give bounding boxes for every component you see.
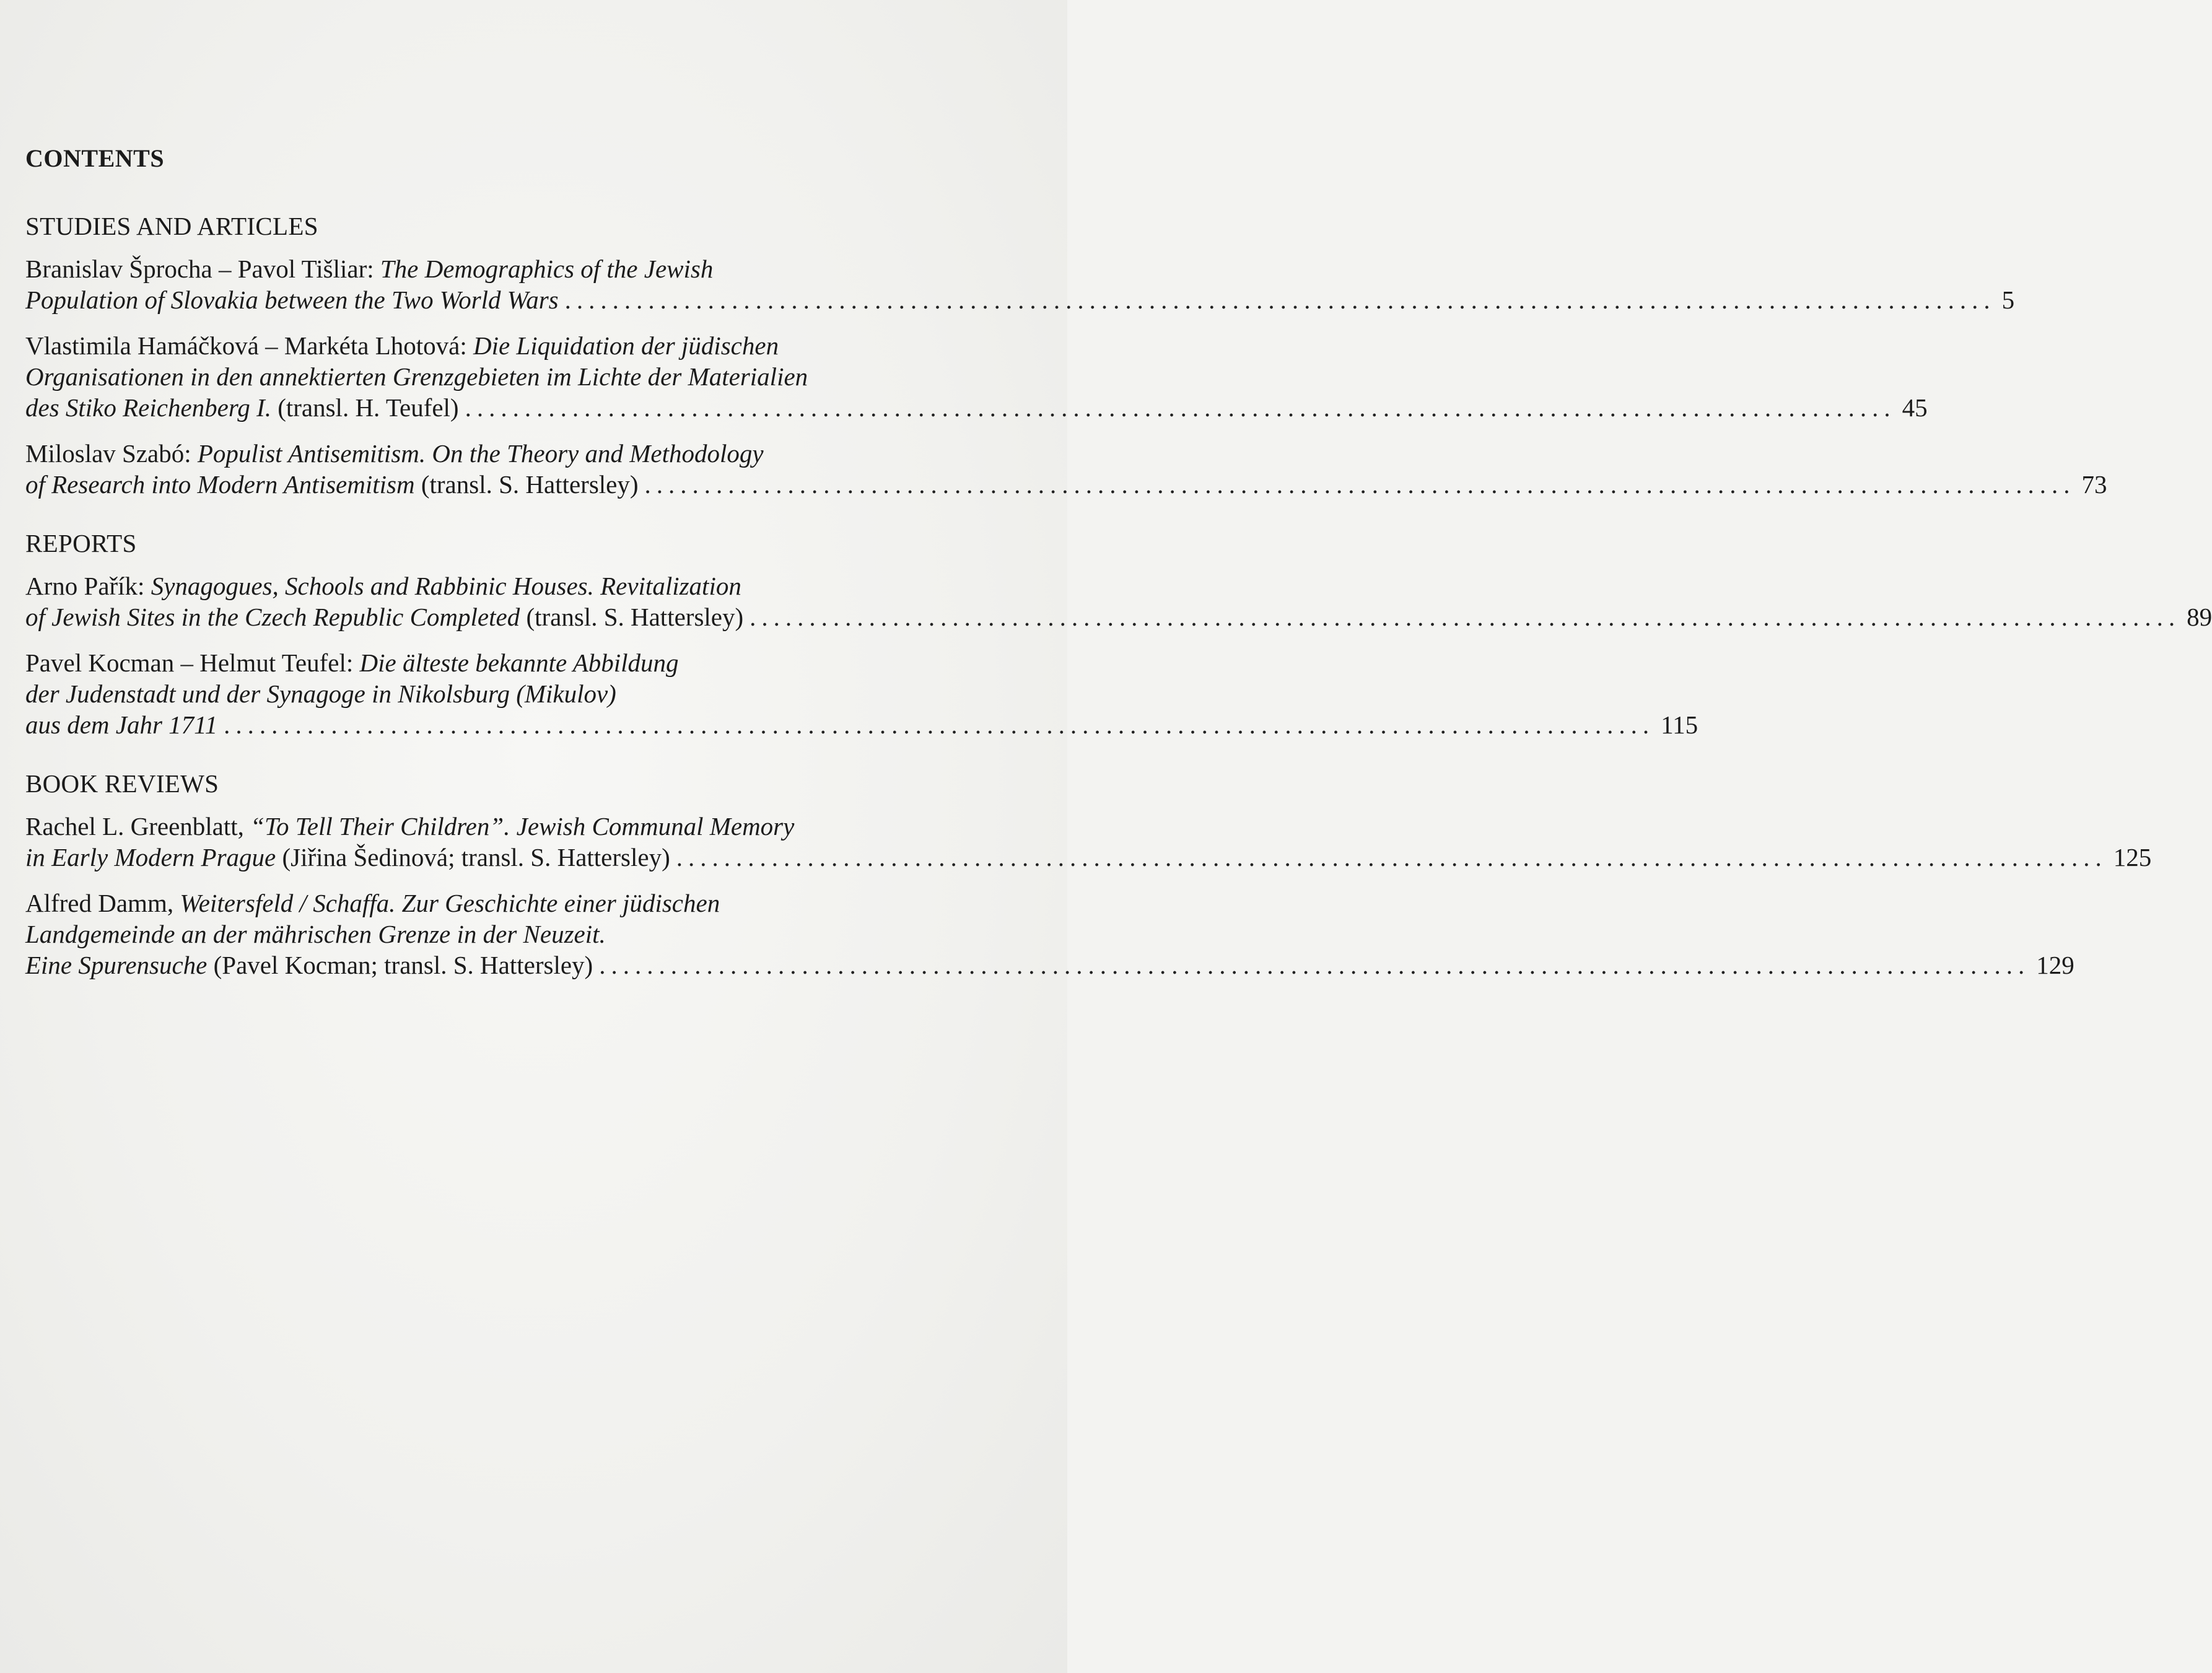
entry-title-text: Population of Slovakia between the Two World Wars bbox=[25, 286, 559, 314]
entry-title-text: Die älteste bekannte Abbildung bbox=[359, 649, 679, 677]
page-number: 89 bbox=[2187, 603, 2212, 631]
section-spacer bbox=[25, 755, 936, 769]
toc-entry[interactable] bbox=[25, 253, 2015, 315]
toc-entry[interactable] bbox=[25, 438, 2107, 500]
toc-entry[interactable] bbox=[25, 647, 1698, 740]
page-number: 125 bbox=[2113, 843, 2152, 871]
entry-title-text: Eine Spurensuche bbox=[25, 951, 208, 979]
entry-title-text: Weitersfeld / Schaffa. Zur Geschichte einer jüdischen bbox=[180, 889, 720, 917]
entry-title-text: of Research into Modern Antisemitism bbox=[25, 470, 415, 499]
entry-title-text: Landgemeinde an der mährischen Grenze in der Neuzeit. bbox=[25, 920, 606, 948]
toc-entry-last-line bbox=[25, 469, 2107, 500]
section-heading: BOOK REVIEWS bbox=[25, 769, 219, 798]
entry-title-text: Populist Antisemitism. On the Theory and Methodology bbox=[197, 439, 764, 468]
toc-entry-line bbox=[25, 842, 670, 873]
entry-author-text: Vlastimila Hamáčková – Markéta Lhotová: bbox=[25, 331, 473, 360]
toc-entry[interactable] bbox=[25, 330, 1928, 423]
entry-author-text: Rachel L. Greenblatt, bbox=[25, 812, 251, 841]
table-of-contents bbox=[25, 144, 2212, 1009]
toc-entry-line bbox=[25, 601, 743, 632]
toc-entry-line bbox=[25, 284, 559, 315]
entry-title-text: “To Tell Their Children”. Jewish Communal Memory bbox=[250, 812, 795, 841]
entry-translator-text: (transl. H. Teufel) bbox=[271, 393, 459, 422]
page-number: 115 bbox=[1661, 710, 1698, 739]
toc-entry-line bbox=[25, 253, 936, 284]
entry-author-text: Miloslav Szabó: bbox=[25, 439, 198, 468]
toc-entry-line bbox=[25, 330, 936, 361]
entry-translator-text: (transl. S. Hattersley) bbox=[414, 470, 639, 499]
entry-title-text: Organisationen in den annektierten Grenzgebieten im Lichte der Materialien bbox=[25, 362, 808, 391]
page-number: 45 bbox=[1902, 393, 1928, 422]
toc-entry-line bbox=[25, 709, 217, 740]
dot-leader: ........................................................................................................................ bbox=[564, 286, 1996, 314]
dot-leader: ........................................................................................................................ bbox=[599, 951, 2031, 979]
toc-entry-last-line bbox=[25, 601, 2212, 632]
page-number: 5 bbox=[2001, 286, 2015, 314]
toc-entry-line bbox=[25, 438, 936, 469]
toc-entry-line bbox=[25, 570, 936, 601]
toc-sections bbox=[25, 211, 2212, 1009]
entry-translator-text: (Jiřina Šedinová; transl. S. Hattersley) bbox=[276, 843, 670, 871]
dot-leader: ........................................................................................................................ bbox=[224, 710, 1655, 739]
section-heading: REPORTS bbox=[25, 529, 137, 557]
toc-entry-line bbox=[25, 888, 936, 919]
entry-translator-text: (transl. S. Hattersley) bbox=[520, 603, 744, 631]
toc-entry-last-line bbox=[25, 392, 1928, 423]
toc-entry[interactable] bbox=[25, 811, 2152, 873]
dot-leader: ........................................................................................................................ bbox=[465, 393, 1896, 422]
toc-entry-line bbox=[25, 811, 936, 842]
section-spacer bbox=[25, 515, 936, 528]
section-spacer bbox=[25, 995, 936, 1009]
entry-title-text: aus dem Jahr 1711 bbox=[25, 710, 218, 739]
toc-entry-last-line bbox=[25, 950, 2074, 981]
entry-author-text: Alfred Damm, bbox=[25, 889, 180, 917]
toc-entry-last-line bbox=[25, 842, 2152, 873]
toc-entry[interactable] bbox=[25, 888, 2074, 981]
toc-entry-line bbox=[25, 647, 936, 678]
toc-entry-line bbox=[25, 469, 639, 500]
page-title: CONTENTS bbox=[25, 144, 165, 172]
toc-entry-line bbox=[25, 361, 936, 392]
entry-title-text: The Demographics of the Jewish bbox=[380, 255, 714, 283]
entry-author-text: Arno Pařík: bbox=[25, 572, 151, 600]
toc-entry[interactable] bbox=[25, 570, 2212, 632]
entry-title-text: der Judenstadt und der Synagoge in Nikolsburg (Mikulov) bbox=[25, 679, 616, 708]
toc-entry-line bbox=[25, 919, 936, 950]
entry-author-text: Branislav Šprocha – Pavol Tišliar: bbox=[25, 255, 380, 283]
dot-leader: ........................................................................................................................ bbox=[750, 603, 2181, 631]
toc-entry-last-line bbox=[25, 709, 1698, 740]
toc-entry-last-line bbox=[25, 284, 2015, 315]
entry-title-text: in Early Modern Prague bbox=[25, 843, 276, 871]
entry-title-text: Die Liquidation der jüdischen bbox=[473, 331, 779, 360]
entry-author-text: Pavel Kocman – Helmut Teufel: bbox=[25, 649, 360, 677]
entry-title-text: of Jewish Sites in the Czech Republic Completed bbox=[25, 603, 520, 631]
toc-entry-line bbox=[25, 392, 459, 423]
dot-leader: ........................................................................................................................ bbox=[676, 843, 2107, 871]
section-heading: STUDIES AND ARTICLES bbox=[25, 212, 318, 240]
toc-entry-line bbox=[25, 678, 936, 709]
toc-entry-line bbox=[25, 950, 593, 981]
dot-leader: ........................................................................................................................ bbox=[644, 470, 2076, 499]
page-number: 129 bbox=[2036, 951, 2074, 979]
entry-translator-text: (Pavel Kocman; transl. S. Hattersley) bbox=[207, 951, 593, 979]
page-number: 73 bbox=[2081, 470, 2107, 499]
entry-title-text: des Stiko Reichenberg I. bbox=[25, 393, 271, 422]
entry-title-text: Synagogues, Schools and Rabbinic Houses. Revitalization bbox=[151, 572, 741, 600]
